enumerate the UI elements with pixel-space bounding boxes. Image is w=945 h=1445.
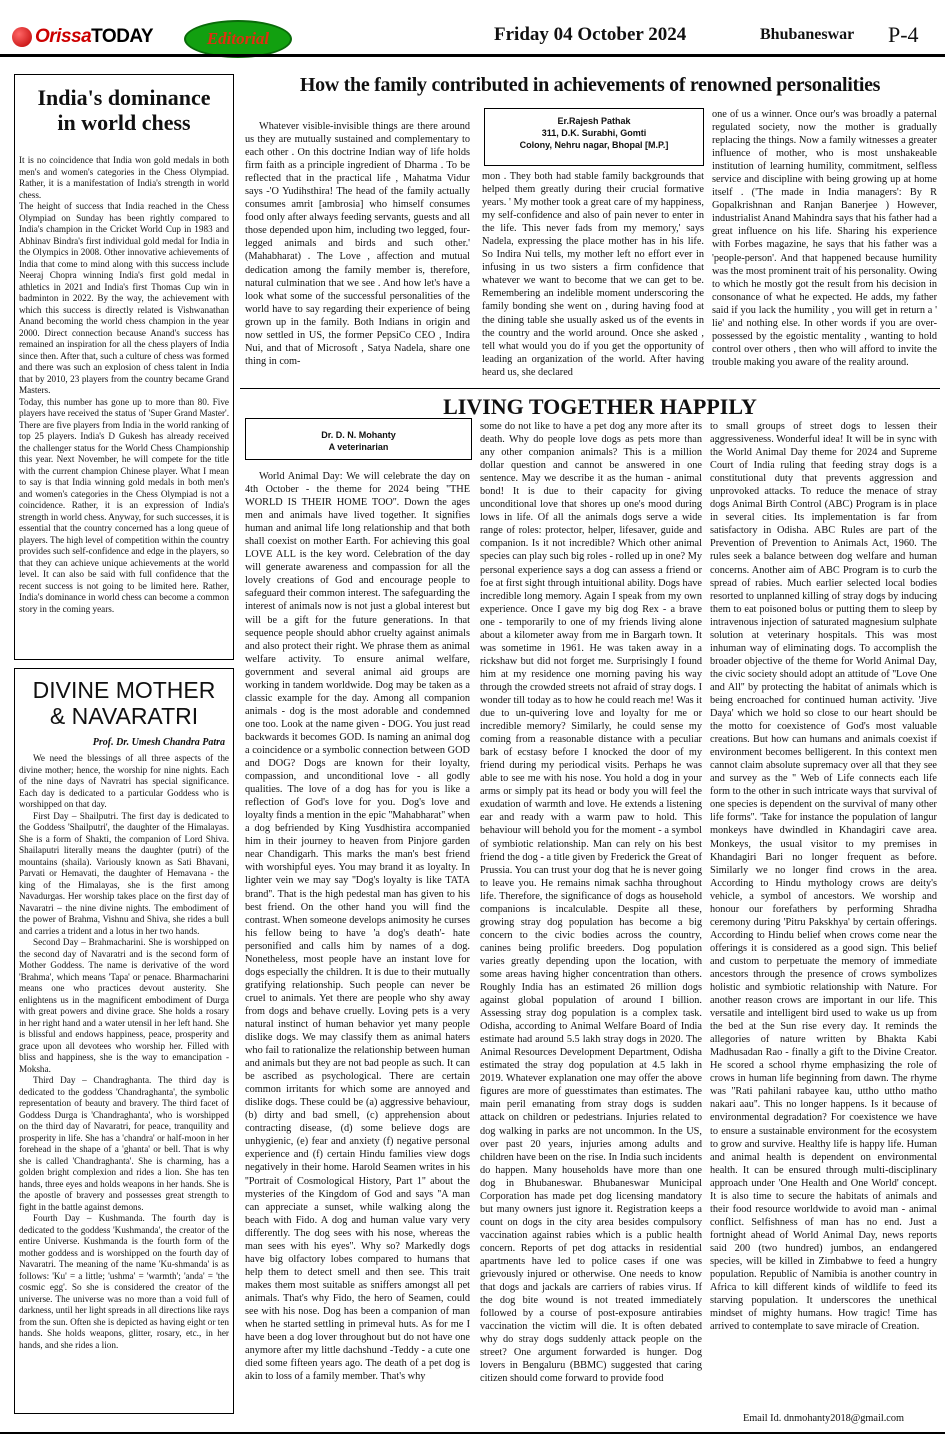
living-col-2: some do not like to have a pet dog any more after its death. Why do people love dogs as pets more than any other companion animals? This is a million dollar question and cannot be answered in one sentence. May we describe it as the human - animal bond! It is due to their capacity for giving unconditional love that shores up one's mood during lows in life. Of all the animals dogs serve a wide range of roles: protector, helper, lifesaver, guide and companion. Is it not incredible? Which other animal species can play such big roles - rolled up in one? My personal experience says a dog can assess a friend or foe at first sight through intuitional ability. Dogs have incredible long memory. Again I speak from my own experience. Once I gave my big dog Rex - a brave one - temporarily to one of my friends living alone about a kilometer away from me in Bargarh town. It was sometime in 1961. He was taken away in a rickshaw but did not forget me. Surprisingly I found him at my residence one morning paving his way through the crowded streets not afraid of stray dogs. I wonder till today as to how he could reach me! Was it due to un-quivering love and loyalty for me or incredible memory? Similarly, he could sense my coming from a reasonable distance with a peculiar bark of ecstasy before I knocked the door of my friend during my periodical visits. Perhaps he was able to see me with his nose. You hold a dog in your arms or simply pat its head or body you will feel the exudation of warmth and love. He extends a listening ear and ready with a warm paw to hold. This behaviour will behold you for the moment - a symbol of symbiotic relationship. Man can rely on his best friend the dog - a title given by Frederick the Great of Prussia. You can trust your dog that he is never going to leave you. He remains nimak sachha throughout life. Therefore, the significance of dogs as household companions is incalculable. Despite all these, growing stray dog population has become a big concern to the civic bodies across the country, canines being prolific breeders. Dog population varies greatly depending upon the location, with some areas having higher concentration than others. Roughly India has an estimated 26 million dogs against global population of around I billion. Assessing stray dog population is a complex task. Odisha, according to Animal Welfare Board of India estimate had around 5.5 lakh stray dogs in 2020. The Animal Resources Development Department, Odisha estimated the stray dog population at 4.5 lakh in 2019. Whatever explanation one may offer the above figures are more of guesstimates than estimates. The main peril emanating from stray dogs is sudden attack on children or pedestrians. Injuries related to dog walking in parks are not uncommon. In the US, over past 20 years, injuries among adults and children have been on the rise. In India such incidents do happen. Many households have more than one dog in Bhubaneswar. Bhubaneswar Municipal Corporation has made pet dog licensing mandatory but many owners just ignore it. Registration keeps a count on dogs in the city area besides compulsory vaccination against rabies which is a public health concern. Reports of pet dog attacks in residential apartments have led to police cases if one was grievously injured or otherwise. One needs to know that dogs and jackals are carriers of rabies virus. If the dog bite wound is not treated immediately followed by a course of post-exposure antirabies vaccination the victim will die. It is often debated why do stray dogs suddenly attack people on the street? One argument forwarded is hunger. Dog lovers in Bengaluru (BBMC) suggested that caring citizen should come forward to provide food xyxy=(480,421,702,1385)
family-author: Er.Rajesh Pathak xyxy=(557,116,631,126)
editorial-badge: Editorial xyxy=(184,20,292,58)
logo-today: TODAY xyxy=(91,26,154,47)
logo-orissa: Orissa xyxy=(35,26,92,47)
living-byline-box xyxy=(245,418,472,460)
issue-date: Friday 04 October 2024 xyxy=(494,24,687,45)
masthead-rule xyxy=(0,54,945,57)
living-author-role: A veterinarian xyxy=(328,442,389,452)
city-name: Bhubaneswar xyxy=(760,26,855,43)
section-rule xyxy=(240,388,940,389)
family-author-address-1: 311, D.K. Surabhi, Gomti xyxy=(541,128,647,138)
navaratri-body: We need the blessings of all three aspects of the divine mother; hence, the worship for nine nights. Each of the nine days of Navratri has special significance. Each day is dedicated to a particular Goddess who is worshipped on that day. First Day – Shailputri. The first day is dedicated to the Goddess 'Shailputri', the daughter of the Himalayas. She is a form of Shakti, the companion of Lord Shiva. Shailaputri literally means the daughter (putri) of the mountains (shaila). Variously known as Sati Bhavani, Parvati or Hemavati, the daughter of Hemavana - the king of the Himalayas, she is the first among Navadurgas. Her worship takes place on the first day of Navaratri – the nine divine nights. The embodiment of the power of Brahma, Vishnu and Shiva, she rides a bull and carries a trident and a lotus in her two hands. Second Day – Brahmacharini. She is worshipped on the second day of Navaratri and is the second form of Mother Goddess. The name is derivative of the word 'Brahma', which means 'Tapa' or penace. Bharmacharini means one who practices devout austerity. She enlightens us in the magnificent embodiment of Durga with great powers and divine grace. She holds a rosary in her right hand and a water utensil in her left hand. She is blissful and endows happiness, peace, prosperity and grace upon all devotees who worship her. Filled with bliss and happiness, she is the way to emancipation - Moksha. Third Day – Chandraghanta. The third day is dedicated to the goddess 'Chandraghanta', the symbolic representation of beauty and bravery. The third facet of Goddess Durga is 'Chandraghanta', who is worshipped on the third day of Navaratri, for peace, tranquility and prosperity in life. She has a 'chandra' or half-moon in her forehead in the shape of a 'ghanta' or bell. That is why she is called 'Chandraghanta'. She is charming, has a golden bright complexion and rides a lion. She has ten hands, three eyes and holds weapons in her hands. She is the apostle of bravery and possesses great strength to fight in the battle against demons. Fourth Day – Kushmanda. The fourth day is dedicated to the goddess 'Kushmanda', the creator of the entire Universe. Kushmanda is the fourth form of the mother goddess and is worshipped on the fourth day of Navaratri. The meaning of the name 'Ku-shmanda' is as follows: 'Ku' = a little; 'ushma' = 'warmth'; 'anda' = 'the cosmic egg'. So she is considered the creator of the universe. The universe was no more than a void full of darkness, until her light spreads in all directions like rays from the sun. Often she is depicted as having eight or ten hands. She holds weapons, glitter, rosary, etc., in her hands, and she rides a lion. xyxy=(19,753,229,1350)
chess-body: It is no coincidence that India won gold medals in both men's and women's categories in the Chess Olympiad. Rather, it is a manifestation of India's strength in world chess. The height of success that India reached in the Chess Olympiad on Sunday has been rightly compared to India's champion in the Cricket World Cup in 1983 and Abhinav Bindra's first individual gold medal for India in the Olympics in 2008. Other innovative achievements of India that come to mind along with this success include Neeraj Chopra winning India's first gold medal in athletics in 2021 and India's first Thomas Cup win in badminton in 2022. By the way, the achievement with which this success is directly related is Vishwanathan Anand becoming the world chess champion in the year 2000. Direct connection because Anand's success has remained an inspiration for all the chess players of India since then. After that, such a culture of chess was formed and there was such an explosion of chess talent in India that by 2010, 23 players from the country became Grand Masters. Today, this number has gone up to more than 80. Five players have received the status of 'Super Grand Master'. There are five players from India in the world ranking of top 25 players. India's D Gukesh has already received the challenger status for the World Chess Championship this year. Next November, he will compete for the title with the current champion Chinese player. What I mean to say is that India winning gold medals in both men's and women's categories in the Chess Olympiad is not a coincidence. Rather, it is an expression of India's strength in world chess. Anyway, for such successes, it is essential that the country concerned has a long queue of players. The high level of competition within the country provides such self-confidence and edge in the players, so that they can achieve unique achievements at the world level. It can also be said with full confidence that the recent success is not going to be limited here. Rather, India's dominance in world chess can become a common story in the coming years. xyxy=(19,155,229,614)
living-col-3: to small groups of street dogs to lessen their aggressiveness. Wonderful idea! It will be in sync with the World Animal Day theme for 2024 and Supreme Court of India ruling that feeding stray dogs is a constitutional duty that prevents aggression and unprovoked attacks. To reduce the menace of stray dogs Animal Birth Control (ABC) Program is in place in several cities. Its implementation is far from satisfactory in Odisha. ABC Rules are part of the Prevention of Prevention to Animals Act, 1960. The rules seek a balance between dog welfare and human concerns. Another aim of ABC Program is to curb the spread of rabies. Much earlier selected local bodies resorted to unplanned killing of stray dogs by inducing them to eat poisoned bolus or putting them to sleep by intravenous injection of saturated magnesium sulphate solution at veterinary hospitals. This was most inhuman way of eliminating dogs. To accomplish the broader objective of the theme for World Animal Day, the civic society should adopt an attitude of ''Love One and All'' by protecting the habitat of animals which is being encroached for continued human activity. 'Jive Daya' which we hold so close to our heart should be the motto for coexistence of God's most valuable creations. But how can humans and animals coexist if environment becomes belligerent. In this context men cannot claim absolute supremacy over all that they see and survey as the '' Web of Life connects each life form to the other in such intricate ways that survival of one species is dependent on the survival of many other life forms''. 'Take for instance the population of langur monkeys have dwindled in Khandagiri cave area. Monkeys, the usual visitor to my premises in Khandagiri Bari no longer frequent as before. Similarly we no longer find crows in the area. According to Hindu mythology crows are deity's vehicle, a symbol of ancestors. We worship and honour our forefathers by performing Shradha ceremony during 'Pitru Pakskhya' by certain offerings. According to Hindu belief when crows come near the offerings it is considered as a good sign. This belief and custom to perpetuate the memory of immediate ancestors through the presence of crows symbolizes holistic and symbiotic relationship with Nature. For another reason crows are important in our life. This versatile and intelligent bird used to wake us up from the bed at the Sun rise every day. It reminds the allegories of nature written by Bhakta Kabi Madhusadan Rao - finally a gift to the Divine Creator. He scored a school rhyme emphasizing the role of crows in human life beginning from dawn. The rhyme was ''Rati pahilani rabayee kau, uttho uttho matho nakari aau''. This no longer happens. Is it because of environmental degradation? For coexistence we have to ensure a sustainable environment for the ecosystem to grow and survive. Healthy life is happy life. Human and animal health is dependent on environmental health. It can be ensured through multi-disciplinary approach under 'One Health and One World' concept. It is also time to secure the habitats of animals and their food resource worldwide to avoid man - animal conflict. Selfishness of man has no end. Just a fortnight ahead of World Animal Day, news reports said 200 (two hundred) jumbos, an endangered species, will be killed in Zimbabwe to feed a hungry population. Republic of Namibia is another country in Africa to kill different kinds of wildlife to feed its starving population. It underscores the unethical mindset of mighty humans. How tragic! Time has arrived to contemplate to save miracle of Creation. xyxy=(710,421,937,1333)
footer-rule xyxy=(0,1432,945,1434)
living-col-1: World Animal Day: We will celebrate the day on 4th October - the theme for 2024 being ''THE WORLD IS THEIR HOME TOO''. Down the ages men and animals have lived together. It signifies human and animal life long relationship and that both shall coexist on mother Earth. For achieving this goal LOVE ALL is the key word. Celebration of the day will generate awareness and compassion for all the lovely creations of God and encourage people to safeguard their common interest. The safeguarding the interest of animals now is not just a global interest but will be a gift for the future generations. In that sequence people should abhor cruelty against animals and also protect their right. We phrase them as animal welfare activity. To ensure animal welfare, government and several animal aid groups are working in tandem worldwide. Dog may be taken as a classic example for the day. Among all companion animals - dog is the most adorable and condemned one too. Look at the name given - DOG. You just read backwards it becomes GOD. Is naming an animal dog a coincidence or a symbolic connection between GOD and DOG? Dogs are known for their loyalty, compassion, and unconditional love - all godly qualities. The love of a dog has for you is like a reflection of God's love for you. Dog's love and loyalty finds a mention in the epic ''Mahabharat'' when a dog befriended by King Yusdhistira accompanied him in their journey to heaven from Pinjore garden near Chandigarh. This marks the man's best friend with worshipful eyes. You may brand it as loyalty. In lighter vein we may say ''Dog's loyalty is like TATA brand''. That is the high pedestal man has given to his best friend. On the other hand you will find the contrast. When someone develops animosity he curses his fellow being to have 'a dog's death'- hate personified and calls him by names of a dog. Nonetheless, most people have an instant love for dogs especially the children. It is due to their mutually gratifying relationship. Such people can never be cruel to animals. Yet there are people who shy away from dogs and behave cruelly. Loving pets is a very natural instinct of human behavior yet many people dislike dogs. We may classify them as animal haters who fail to rationalize the relationship between human and animals but they are not bad people as such. It can be ascribed as psychological. There are certain common irritants for which some are annoyed and dislike dogs. These could be (a) aggressive behaviour, (b) dirty and bad smell, (c) apprehension about contracting disease, (d) some believe dogs are unhygienic, (e) fear and anxiety (f) negative personal experience and (f) certain Hindu families view dogs negatively in their home. Harold Seamen writes in his ''Portrait of Cosmological History, Part 1'' about the mysteries of the Kingdom of God and says ''A man can appreciate a sunset, while walking along the beach with Fido. A dog and human value vary very differently. The dog sees with his nose, whereas the man sees with his eyes''. Why so? Markedly dogs have big olfactory lobes compared to humans that help them to detect smell and then see. This trait makes them most suitable as sniffers amongst all pet animals. That's why Fido, the hero of Seamen, could see with his nose. Dog has been a companion of man when he started settling in primeval huts. As for me I have been a dog lover throughout but do not have one anymore after my little dachshund -Teddy - a cute one died some fifteen years ago. The death of a pet dog is akin to loss of a family member. That's why xyxy=(245,471,470,1383)
orissa-today-logo xyxy=(12,22,162,52)
globe-icon xyxy=(12,27,32,47)
living-title: LIVING TOGETHER HAPPILY xyxy=(443,394,757,419)
family-byline-box xyxy=(484,108,704,166)
navaratri-article-box xyxy=(14,668,234,1414)
chess-article-box xyxy=(14,74,234,660)
living-author: Dr. D. N. Mohanty xyxy=(321,430,396,440)
family-title: How the family contributed in achievements of renowned personalities xyxy=(299,74,881,96)
family-author-address-2: Colony, Nehru nagar, Bhopal [M.P.] xyxy=(519,140,669,150)
navaratri-byline: Prof. Dr. Umesh Chandra Patra xyxy=(92,737,225,748)
family-col-3: one of us a winner. Once our's was broadly a paternal regulated society, now the mother is gradually replacing the things. Now a family witnesses a greater influence of mother, who is most unshakeable institution of learning humility, commitment, selfless service and discipline with being growing up at home itself . ('The made in India managers': By R Gopalkrishnan and Ranjan Banerjee ) However, industrialist Anand Mahindra says that his father had a great influence on his life. Sharing his experience with Forbes magazine, he says that his father was a 'people-person'. And that happened because humility was the most prominent trait of his personality. Owing to which he mostly got the result from his decision in consonance of what he expected. He adds, my father said if you lack the humility , you will get in return a ' lie' and nothing else. In other words if you are over-possessed by the egoistic mentality , wanting to hold control over others , then who will afford to invite the trouble making you aware of the reality around. xyxy=(712,109,937,368)
living-email: Email Id. dnmohanty2018@gmail.com xyxy=(742,1413,905,1424)
page-number: P-4 xyxy=(888,22,919,47)
navaratri-title: DIVINE MOTHER & NAVARATRI xyxy=(32,677,216,730)
family-col-2: mon . They both had stable family backgrounds that helped them greatly during their crucial formative years. ' My mother took a great care of my happiness, my self-confidence and also of pain never to enter in the life. This never fads from my memory,' says Nadela, expressing the place mother has in his life. So Indira Nui tells, my mother left no effort ever in infusing in us two sisters a firm confidence that whatever we want to become that we can get to be. Remembering an indelible moment underscoring the family bonding she went on , during having food at the dining table she usually asked us of the events in the country and the world around. Once she asked , tell what would you do if you get the opportunity of leading an organization of the world. After having heard us, she declared xyxy=(482,171,704,378)
family-col-1: Whatever visible-invisible things are there around us they are mutually sustained and complementary to each other . On this doctrine Indian way of life holds firm faith as a principle ingredient of Dharma . To be reflected that in the practical life , Mahatma Vidur says -'O Yudihsthira! The head of the family actually consumes amrit [ambrosia] who himself consumes food only after always feeding servants, guests and all those depended upon him, including two legged, four-legged animals and birds and such other.' (Mahabharat) . The Love , affection and mutual dedication among the family member is, therefore, natural culmination that we see . And how let's have a look what some of the successful personalities of the world have to say regarding their experience of being grown up in the family. Both Indians in origin and now settled in US, the former PepsiCo CEO , Indira Nui, and that of Microsoft , Satya Nadela, share one thing in com- xyxy=(245,121,470,367)
chess-title: India's dominance in world chess xyxy=(37,85,211,136)
